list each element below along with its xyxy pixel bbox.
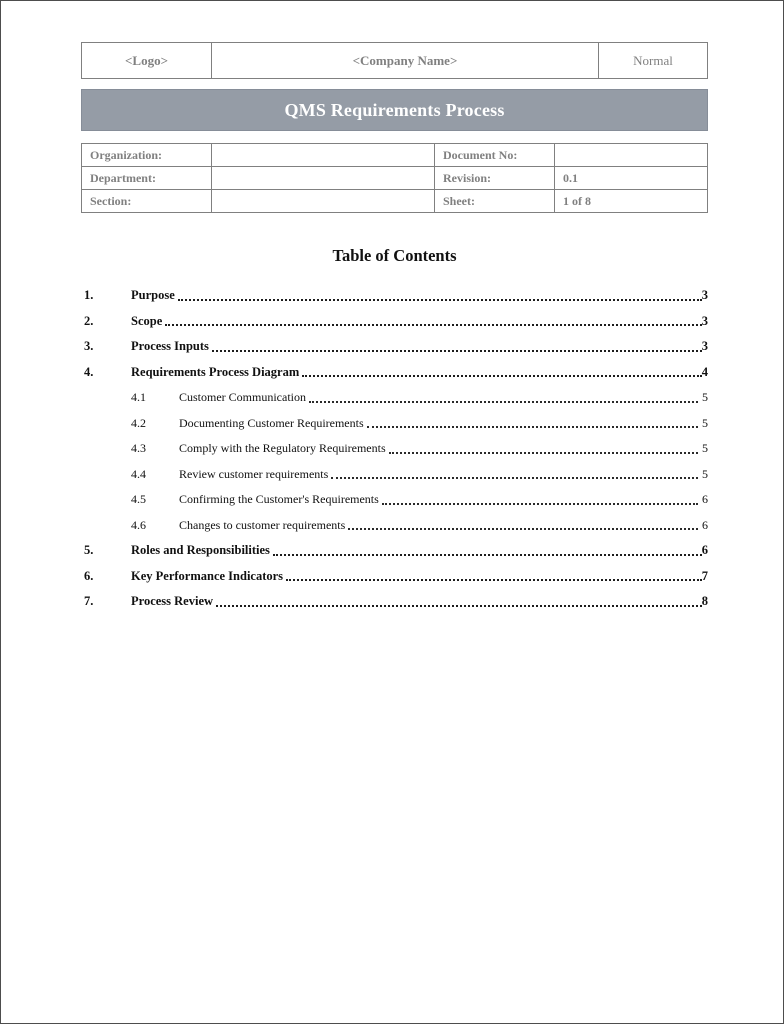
dot-leader [382, 503, 698, 505]
dot-leader [273, 554, 702, 556]
toc-entry-label: Process Inputs [131, 339, 209, 354]
toc-entry-label: Key Performance Indicators [131, 568, 284, 583]
toc-entry-page: 3 [701, 313, 708, 328]
toc-entry-page: 7 [701, 568, 708, 583]
toc-entry-number: 7. [84, 594, 94, 609]
toc-entry-page: 6 [702, 492, 708, 507]
dot-leader [212, 350, 702, 352]
toc-title: Table of Contents [332, 246, 457, 265]
toc-entry-number: 4.6 [131, 517, 146, 532]
revision-value: 0.1 [563, 170, 578, 185]
meta-row [82, 190, 707, 212]
document-no-label: Document No: [435, 144, 555, 166]
toc-entry-number: 5. [84, 543, 94, 558]
company-name-text: <Company Name> [352, 52, 458, 68]
logo-placeholder [82, 43, 212, 78]
toc-entry-page: 5 [702, 415, 708, 430]
organization-value [212, 144, 435, 166]
meta-row [82, 167, 707, 190]
toc-entry-label: Purpose [131, 288, 175, 303]
toc-entry-page: 8 [701, 594, 708, 609]
sheet-label: Sheet: [435, 190, 555, 212]
toc-entry-page: 6 [701, 543, 708, 558]
document-no-value [555, 144, 707, 166]
toc-entry-number: 1. [84, 288, 94, 303]
toc-entry-label: Review customer requirements [179, 466, 329, 481]
department-value [212, 167, 435, 189]
toc-entry-number: 2. [84, 313, 94, 328]
toc-entry [84, 564, 708, 590]
doc-type-text: Normal [633, 52, 673, 68]
section-label: Section: [82, 190, 212, 212]
toc-entry-page: 4 [701, 364, 708, 379]
logo-text: <Logo> [125, 52, 168, 68]
toc-entry [84, 334, 708, 360]
sheet-value: 1 of 8 [563, 193, 591, 208]
toc-entry [131, 411, 708, 437]
dot-leader [178, 299, 702, 301]
toc-entry-label: Comply with the Regulatory Requirements [179, 441, 386, 456]
toc-entry-page: 5 [702, 466, 708, 481]
toc-entry-label: Roles and Responsibilities [131, 543, 270, 558]
toc-entry-label: Documenting Customer Requirements [179, 415, 364, 430]
toc-entry-page: 6 [702, 517, 708, 532]
company-name-cell [212, 43, 599, 78]
toc-entry [131, 513, 708, 539]
toc-entry-page: 3 [701, 288, 708, 303]
toc-entry [131, 462, 708, 488]
dot-leader [286, 579, 702, 581]
toc-entry [84, 589, 708, 615]
dot-leader [309, 401, 698, 403]
dot-leader [302, 375, 701, 377]
toc-list [81, 283, 708, 615]
toc-entry [131, 436, 708, 462]
meta-table [81, 143, 708, 213]
toc-entry-label: Requirements Process Diagram [131, 364, 300, 379]
section-value [212, 190, 435, 212]
toc-entry-label: Changes to customer requirements [179, 517, 346, 532]
dot-leader [165, 324, 702, 326]
toc-entry [131, 487, 708, 513]
document-title: QMS Requirements Process [284, 99, 505, 120]
dot-leader [216, 605, 702, 607]
toc-entry-number: 4.4 [131, 466, 146, 481]
toc-entry-number: 4.2 [131, 415, 146, 430]
dot-leader [367, 426, 698, 428]
title-banner [81, 89, 708, 131]
toc-entry [84, 360, 708, 386]
toc-entry-number: 6. [84, 568, 94, 583]
toc-entry [84, 283, 708, 309]
dot-leader [348, 528, 698, 530]
toc-entry [131, 385, 708, 411]
toc-entry-number: 4.5 [131, 492, 146, 507]
toc-entry [84, 309, 708, 335]
header-table [81, 42, 708, 79]
revision-label: Revision: [435, 167, 555, 189]
organization-label: Organization: [82, 144, 212, 166]
department-label: Department: [82, 167, 212, 189]
toc-entry-label: Confirming the Customer's Requirements [179, 492, 379, 507]
toc-entry-label: Process Review [131, 594, 214, 609]
toc-entry-label: Customer Communication [179, 390, 306, 405]
toc-entry-number: 3. [84, 339, 94, 354]
toc-entry-number: 4.1 [131, 390, 146, 405]
toc-entry-number: 4. [84, 364, 94, 379]
toc-entry-page: 5 [702, 441, 708, 456]
toc-entry-page: 3 [701, 339, 708, 354]
toc-entry-label: Scope [131, 313, 163, 328]
dot-leader [389, 452, 698, 454]
toc-entry-number: 4.3 [131, 441, 146, 456]
doc-type-cell [599, 43, 707, 78]
toc-entry-page: 5 [702, 390, 708, 405]
dot-leader [331, 477, 698, 479]
toc-entry [84, 538, 708, 564]
meta-row [82, 144, 707, 167]
